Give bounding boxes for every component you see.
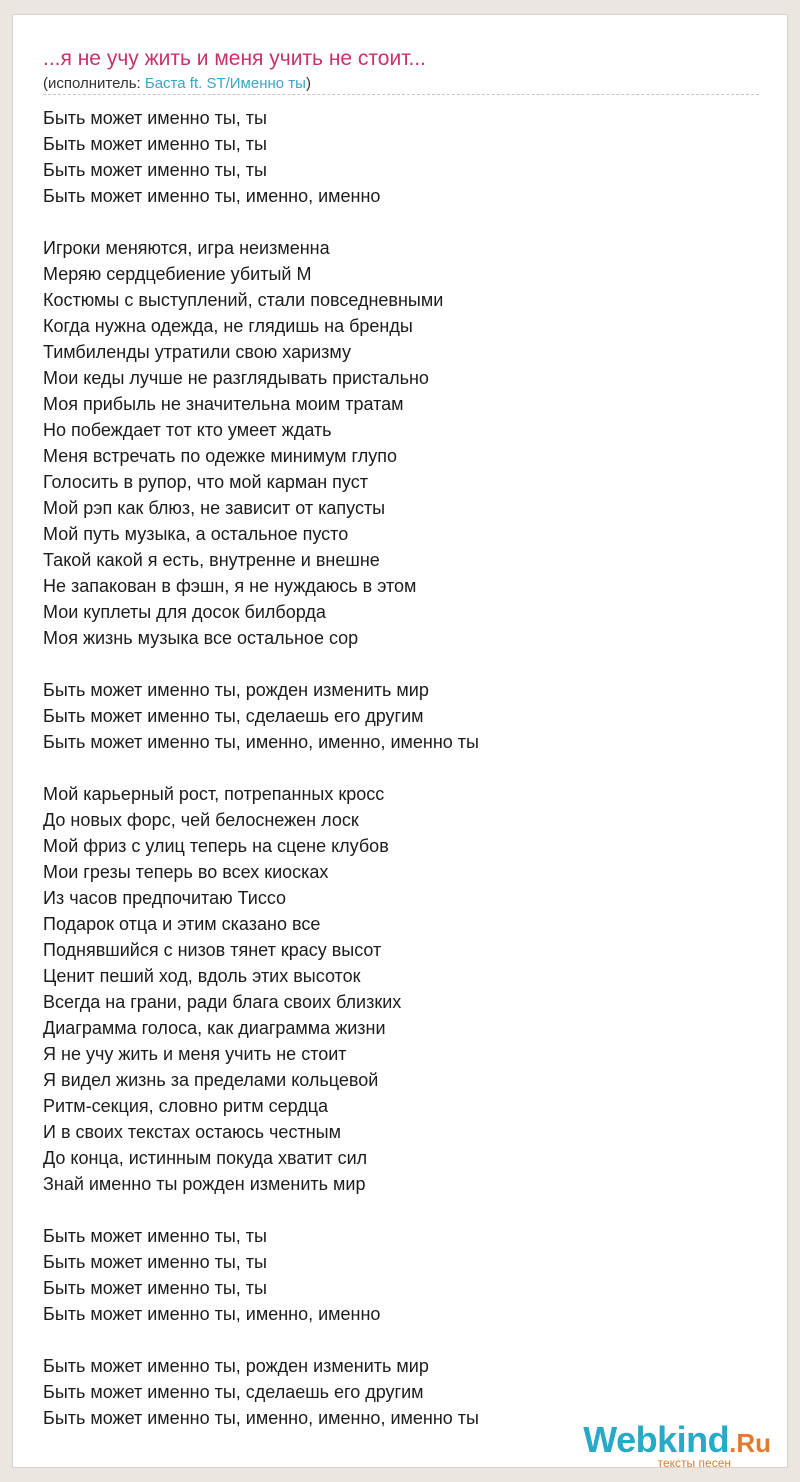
- lyrics-line: Быть может именно ты, сделаешь его другим: [43, 1382, 424, 1402]
- artist-link[interactable]: Баста ft. ST/Именно ты: [144, 75, 306, 92]
- lyrics-line: Быть может именно ты, рожден изменить мир: [43, 680, 429, 700]
- lyrics-line: Быть может именно ты, ты: [43, 1226, 267, 1246]
- lyrics-stanza: [43, 781, 479, 1197]
- lyrics-line: До новых форс, чей белоснежен лоск: [43, 810, 359, 830]
- lyrics-stanza: [43, 677, 479, 755]
- page-title: ...я не учу жить и меня учить не стоит...: [43, 47, 427, 70]
- lyrics-line: Я не учу жить и меня учить не стоит: [43, 1044, 347, 1064]
- lyrics-line: Быть может именно ты, именно, именно: [43, 186, 381, 206]
- lyrics-line: Быть может именно ты, рожден изменить мир: [43, 1356, 429, 1376]
- lyrics-line: И в своих текстах остаюсь честным: [43, 1122, 341, 1142]
- lyrics-line: Голосить в рупор, что мой карман пуст: [43, 472, 368, 492]
- logo-tld: .Ru: [729, 1428, 771, 1458]
- lyrics-line: Мои кеды лучше не разглядывать пристально: [43, 368, 429, 388]
- lyrics-stanza: [43, 235, 479, 651]
- lyrics-line: Тимбиленды утратили свою харизму: [43, 342, 351, 362]
- lyrics-line: Диаграмма голоса, как диаграмма жизни: [43, 1018, 386, 1038]
- artist-line: [43, 75, 311, 92]
- lyrics-line: Такой какой я есть, внутренне и внешне: [43, 550, 380, 570]
- lyrics-stanza: [43, 105, 479, 209]
- artist-prefix: (исполнитель:: [43, 75, 145, 92]
- lyrics-text: [43, 105, 479, 1431]
- lyrics-line: Знай именно ты рожден изменить мир: [43, 1174, 366, 1194]
- site-logo[interactable]: [583, 1419, 771, 1470]
- lyrics-line: Быть может именно ты, ты: [43, 134, 267, 154]
- logo-name: Webkind: [583, 1419, 730, 1460]
- lyrics-line: Меня встречать по одежке минимум глупо: [43, 446, 397, 466]
- lyrics-line: До конца, истинным покуда хватит сил: [43, 1148, 368, 1168]
- lyrics-line: Не запакован в фэшн, я не нуждаюсь в этом: [43, 576, 417, 596]
- lyrics-line: Всегда на грани, ради блага своих близких: [43, 992, 402, 1012]
- lyrics-line: Из часов предпочитаю Тиссо: [43, 888, 287, 908]
- lyrics-line: Мой карьерный рост, потрепанных кросс: [43, 784, 385, 804]
- lyrics-line: Моя жизнь музыка все остальное сор: [43, 628, 359, 648]
- lyrics-line: Быть может именно ты, именно, именно, именно ты: [43, 1408, 479, 1428]
- lyrics-line: Быть может именно ты, сделаешь его другим: [43, 706, 424, 726]
- lyrics-line: Мои куплеты для досок билборда: [43, 602, 326, 622]
- lyrics-line: Игроки меняются, игра неизменна: [43, 238, 330, 258]
- lyrics-line: Костюмы с выступлений, стали повседневными: [43, 290, 444, 310]
- lyrics-line: Ритм-секция, словно ритм сердца: [43, 1096, 329, 1116]
- lyrics-line: Подарок отца и этим сказано все: [43, 914, 321, 934]
- lyrics-line: Поднявшийся с низов тянет красу высот: [43, 940, 382, 960]
- lyrics-line: Быть может именно ты, ты: [43, 108, 267, 128]
- lyrics-line: Но побеждает тот кто умеет ждать: [43, 420, 332, 440]
- artist-suffix: ): [305, 75, 311, 92]
- lyrics-line: Моя прибыль не значительна моим тратам: [43, 394, 404, 414]
- lyrics-line: Меряю сердцебиение убитый М: [43, 264, 312, 284]
- lyrics-line: Когда нужна одежда, не глядишь на бренды: [43, 316, 413, 336]
- lyrics-stanza: [43, 1223, 479, 1327]
- lyrics-line: Мой фриз с улиц теперь на сцене клубов: [43, 836, 389, 856]
- lyrics-line: Быть может именно ты, ты: [43, 160, 267, 180]
- lyrics-line: Быть может именно ты, ты: [43, 1278, 267, 1298]
- lyrics-line: Быть может именно ты, именно, именно, именно ты: [43, 732, 479, 752]
- header-divider: [43, 94, 759, 95]
- lyrics-page: [12, 14, 788, 1468]
- logo-tagline: тексты песен: [657, 1456, 731, 1470]
- lyrics-line: Мой путь музыка, а остальное пусто: [43, 524, 349, 544]
- lyrics-line: Быть может именно ты, именно, именно: [43, 1304, 381, 1324]
- lyrics-line: Быть может именно ты, ты: [43, 1252, 267, 1272]
- lyrics-line: Мои грезы теперь во всех киосках: [43, 862, 329, 882]
- lyrics-stanza: [43, 1353, 479, 1431]
- lyrics-line: Мой рэп как блюз, не зависит от капусты: [43, 498, 386, 518]
- lyrics-line: Ценит пеший ход, вдоль этих высоток: [43, 966, 361, 986]
- lyrics-line: Я видел жизнь за пределами кольцевой: [43, 1070, 379, 1090]
